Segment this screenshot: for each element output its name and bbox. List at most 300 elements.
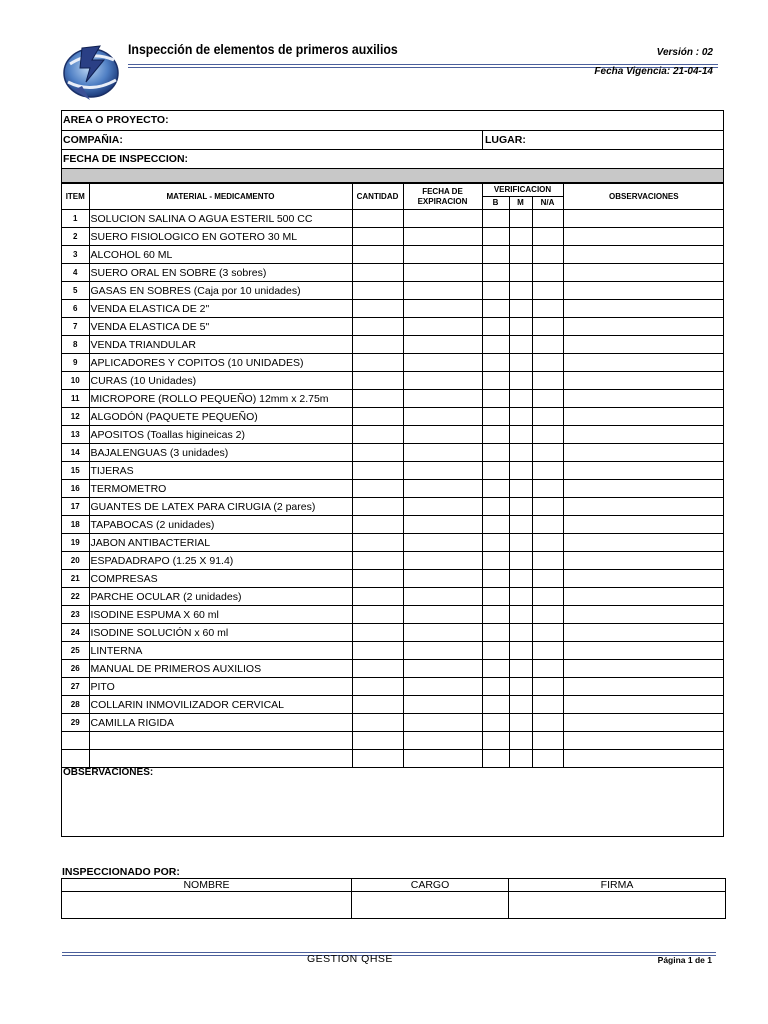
verificacion-b-cell[interactable]: [482, 282, 509, 300]
table-row: [62, 462, 724, 480]
verificacion-na-cell[interactable]: [532, 714, 563, 732]
verificacion-b-cell[interactable]: [482, 444, 509, 462]
verificacion-na-cell[interactable]: [532, 210, 563, 228]
item-number: 18: [62, 516, 89, 534]
cantidad-cell[interactable]: [352, 426, 403, 444]
fecha-expiracion-cell[interactable]: [403, 318, 482, 336]
verificacion-b-cell[interactable]: [482, 246, 509, 264]
verificacion-m-cell[interactable]: [509, 552, 532, 570]
verificacion-b-cell[interactable]: [482, 210, 509, 228]
verificacion-na-cell[interactable]: [532, 552, 563, 570]
header-cantidad: CANTIDAD: [352, 184, 403, 210]
fecha-expiracion-cell[interactable]: [403, 498, 482, 516]
verificacion-na-cell[interactable]: [532, 696, 563, 714]
table-row: [62, 282, 724, 300]
item-material: PARCHE OCULAR (2 unidades): [89, 588, 352, 606]
item-number: [62, 732, 89, 750]
observaciones-cell[interactable]: [563, 408, 724, 426]
observaciones-cell[interactable]: [563, 516, 724, 534]
item-material: [89, 750, 352, 768]
verificacion-na-cell[interactable]: [532, 444, 563, 462]
fecha-expiracion-cell[interactable]: [403, 354, 482, 372]
observaciones-cell[interactable]: [563, 336, 724, 354]
verificacion-m-cell[interactable]: [509, 462, 532, 480]
cantidad-cell[interactable]: [352, 552, 403, 570]
lugar-label: LUGAR:: [485, 134, 526, 146]
fecha-expiracion-cell[interactable]: [403, 462, 482, 480]
cantidad-cell[interactable]: [352, 732, 403, 750]
fecha-expiracion-cell[interactable]: [403, 372, 482, 390]
fecha-expiracion-cell[interactable]: [403, 480, 482, 498]
cantidad-cell[interactable]: [352, 606, 403, 624]
observaciones-cell[interactable]: [563, 678, 724, 696]
verificacion-b-cell[interactable]: [482, 498, 509, 516]
table-row: [62, 534, 724, 552]
item-material: ALGODÓN (PAQUETE PEQUEÑO): [89, 408, 352, 426]
fecha-expiracion-cell[interactable]: [403, 696, 482, 714]
item-material: LINTERNA: [89, 642, 352, 660]
item-material: [89, 732, 352, 750]
verificacion-m-cell[interactable]: [509, 498, 532, 516]
verificacion-m-cell[interactable]: [509, 606, 532, 624]
verificacion-m-cell[interactable]: [509, 390, 532, 408]
cantidad-cell[interactable]: [352, 660, 403, 678]
verificacion-m-cell[interactable]: [509, 300, 532, 318]
table-row: [62, 228, 724, 246]
item-material: COLLARIN INMOVILIZADOR CERVICAL: [89, 696, 352, 714]
item-material: CURAS (10 Unidades): [89, 372, 352, 390]
fecha-expiracion-cell[interactable]: [403, 534, 482, 552]
fecha-expiracion-cell[interactable]: [403, 642, 482, 660]
item-material: BAJALENGUAS (3 unidades): [89, 444, 352, 462]
fecha-expiracion-cell[interactable]: [403, 336, 482, 354]
cantidad-cell[interactable]: [352, 282, 403, 300]
item-number: 16: [62, 480, 89, 498]
item-number: 13: [62, 426, 89, 444]
nombre-header: NOMBRE: [62, 879, 352, 892]
cantidad-cell[interactable]: [352, 246, 403, 264]
firma-header: FIRMA: [509, 879, 726, 892]
item-number: 22: [62, 588, 89, 606]
fecha-expiracion-cell[interactable]: [403, 210, 482, 228]
verificacion-m-cell[interactable]: [509, 642, 532, 660]
verificacion-b-cell[interactable]: [482, 678, 509, 696]
verificacion-b-cell[interactable]: [482, 336, 509, 354]
fecha-expiracion-cell[interactable]: [403, 714, 482, 732]
verificacion-m-cell[interactable]: [509, 732, 532, 750]
fecha-vigencia-label: Fecha Vigencia: 21-04-14: [594, 66, 713, 77]
table-row: [62, 642, 724, 660]
cantidad-cell[interactable]: [352, 318, 403, 336]
observaciones-cell[interactable]: [563, 300, 724, 318]
header-fecha-expiracion: [403, 184, 482, 210]
verificacion-m-cell[interactable]: [509, 570, 532, 588]
verificacion-m-cell[interactable]: [509, 624, 532, 642]
observaciones-cell[interactable]: [563, 552, 724, 570]
header-material: MATERIAL - MEDICAMENTO: [89, 184, 352, 210]
verificacion-b-cell[interactable]: [482, 660, 509, 678]
table-row: [62, 372, 724, 390]
table-row: [62, 408, 724, 426]
verificacion-b-cell[interactable]: [482, 516, 509, 534]
cantidad-cell[interactable]: [352, 354, 403, 372]
page-number: Página 1 de 1: [657, 955, 712, 965]
cantidad-cell[interactable]: [352, 516, 403, 534]
verificacion-m-cell[interactable]: [509, 318, 532, 336]
verificacion-na-cell[interactable]: [532, 732, 563, 750]
verificacion-m-cell[interactable]: [509, 516, 532, 534]
observaciones-cell[interactable]: [563, 588, 724, 606]
verificacion-b-cell[interactable]: [482, 750, 509, 768]
cantidad-cell[interactable]: [352, 408, 403, 426]
verificacion-na-cell[interactable]: [532, 516, 563, 534]
verificacion-na-cell[interactable]: [532, 426, 563, 444]
fecha-expiracion-cell[interactable]: [403, 516, 482, 534]
item-number: [62, 750, 89, 768]
verificacion-na-cell[interactable]: [532, 246, 563, 264]
verificacion-b-cell[interactable]: [482, 264, 509, 282]
item-material: CAMILLA RIGIDA: [89, 714, 352, 732]
verificacion-b-cell[interactable]: [482, 300, 509, 318]
verificacion-b-cell[interactable]: [482, 552, 509, 570]
header-item: ITEM: [62, 184, 89, 210]
firma-field[interactable]: [509, 892, 726, 919]
item-material: JABON ANTIBACTERIAL: [89, 534, 352, 552]
item-number: 7: [62, 318, 89, 336]
fecha-expiracion-cell[interactable]: [403, 750, 482, 768]
cantidad-cell[interactable]: [352, 228, 403, 246]
item-number: 2: [62, 228, 89, 246]
observaciones-cell[interactable]: [563, 624, 724, 642]
verificacion-na-cell[interactable]: [532, 498, 563, 516]
observaciones-cell[interactable]: [563, 606, 724, 624]
cantidad-cell[interactable]: [352, 372, 403, 390]
footer-gestion-qhse: GESTION QHSE: [307, 953, 393, 965]
table-row: [62, 480, 724, 498]
header-fecha-line2: EXPIRACION: [417, 196, 468, 206]
table-row: [62, 318, 724, 336]
item-number: 10: [62, 372, 89, 390]
verificacion-m-cell[interactable]: [509, 336, 532, 354]
observaciones-cell[interactable]: [563, 390, 724, 408]
fecha-expiracion-cell[interactable]: [403, 426, 482, 444]
verificacion-m-cell[interactable]: [509, 354, 532, 372]
table-row: [62, 714, 724, 732]
item-number: 8: [62, 336, 89, 354]
cantidad-cell[interactable]: [352, 678, 403, 696]
table-row: [62, 552, 724, 570]
item-material: TERMOMETRO: [89, 480, 352, 498]
cantidad-cell[interactable]: [352, 534, 403, 552]
area-row: [62, 111, 723, 131]
verificacion-na-cell[interactable]: [532, 750, 563, 768]
verificacion-b-cell[interactable]: [482, 354, 509, 372]
lugar-cell: [482, 131, 526, 149]
table-row: [62, 696, 724, 714]
fecha-expiracion-cell[interactable]: [403, 264, 482, 282]
observaciones-cell[interactable]: [563, 696, 724, 714]
verificacion-m-cell[interactable]: [509, 282, 532, 300]
verificacion-na-cell[interactable]: [532, 606, 563, 624]
table-row: [62, 660, 724, 678]
observaciones-cell[interactable]: [563, 282, 724, 300]
observaciones-cell[interactable]: [563, 444, 724, 462]
fecha-expiracion-cell[interactable]: [403, 246, 482, 264]
table-row: [62, 588, 724, 606]
cantidad-cell[interactable]: [352, 498, 403, 516]
header-verificacion: VERIFICACION: [482, 184, 563, 197]
verificacion-na-cell[interactable]: [532, 408, 563, 426]
item-number: 15: [62, 462, 89, 480]
verificacion-b-cell[interactable]: [482, 642, 509, 660]
compania-row: [62, 131, 723, 150]
item-number: 1: [62, 210, 89, 228]
verificacion-na-cell[interactable]: [532, 282, 563, 300]
area-label: AREA O PROYECTO:: [63, 114, 169, 126]
nombre-field[interactable]: [62, 892, 352, 919]
item-number: 11: [62, 390, 89, 408]
item-material: VENDA TRIANDULAR: [89, 336, 352, 354]
company-logo: [60, 42, 122, 102]
header-fecha-line1: FECHA DE: [422, 186, 463, 196]
verificacion-na-cell[interactable]: [532, 264, 563, 282]
signature-table: [61, 878, 726, 919]
fecha-inspeccion-row: [62, 150, 723, 169]
table-row: [62, 390, 724, 408]
observaciones-cell[interactable]: [563, 228, 724, 246]
item-number: 9: [62, 354, 89, 372]
verificacion-m-cell[interactable]: [509, 660, 532, 678]
observaciones-cell[interactable]: [563, 642, 724, 660]
observaciones-cell[interactable]: [563, 732, 724, 750]
fecha-expiracion-cell[interactable]: [403, 624, 482, 642]
verificacion-na-cell[interactable]: [532, 678, 563, 696]
cantidad-cell[interactable]: [352, 444, 403, 462]
item-material: ISODINE SOLUCIÓN x 60 ml: [89, 624, 352, 642]
verificacion-b-cell[interactable]: [482, 588, 509, 606]
verificacion-na-cell[interactable]: [532, 660, 563, 678]
fecha-expiracion-cell[interactable]: [403, 300, 482, 318]
item-material: SOLUCION SALINA O AGUA ESTERIL 500 CC: [89, 210, 352, 228]
item-number: 29: [62, 714, 89, 732]
item-number: 27: [62, 678, 89, 696]
verificacion-b-cell[interactable]: [482, 534, 509, 552]
inspeccionado-por-label: INSPECCIONADO POR:: [62, 866, 180, 878]
cargo-field[interactable]: [352, 892, 509, 919]
table-row: [62, 354, 724, 372]
item-number: 20: [62, 552, 89, 570]
table-row: [62, 246, 724, 264]
item-material: ESPADADRAPO (1.25 X 91.4): [89, 552, 352, 570]
item-number: 21: [62, 570, 89, 588]
table-row: [62, 210, 724, 228]
table-row: [62, 444, 724, 462]
verificacion-na-cell[interactable]: [532, 642, 563, 660]
verificacion-m-cell[interactable]: [509, 264, 532, 282]
fecha-expiracion-cell[interactable]: [403, 444, 482, 462]
table-row: [62, 624, 724, 642]
verificacion-m-cell[interactable]: [509, 750, 532, 768]
verificacion-m-cell[interactable]: [509, 372, 532, 390]
verificacion-m-cell[interactable]: [509, 480, 532, 498]
item-number: 14: [62, 444, 89, 462]
verificacion-na-cell[interactable]: [532, 228, 563, 246]
fecha-expiracion-cell[interactable]: [403, 678, 482, 696]
verificacion-m-cell[interactable]: [509, 246, 532, 264]
fecha-expiracion-cell[interactable]: [403, 552, 482, 570]
verificacion-m-cell[interactable]: [509, 228, 532, 246]
fecha-inspeccion-label: FECHA DE INSPECCION:: [63, 153, 189, 165]
verificacion-b-cell[interactable]: [482, 732, 509, 750]
cantidad-cell[interactable]: [352, 480, 403, 498]
fecha-expiracion-cell[interactable]: [403, 390, 482, 408]
item-number: 24: [62, 624, 89, 642]
header-observaciones: OBSERVACIONES: [563, 184, 724, 210]
cantidad-cell[interactable]: [352, 300, 403, 318]
verificacion-na-cell[interactable]: [532, 462, 563, 480]
verificacion-b-cell[interactable]: [482, 714, 509, 732]
verificacion-m-cell[interactable]: [509, 696, 532, 714]
item-number: 6: [62, 300, 89, 318]
fecha-expiracion-cell[interactable]: [403, 588, 482, 606]
verificacion-na-cell[interactable]: [532, 372, 563, 390]
table-row: [62, 264, 724, 282]
verificacion-na-cell[interactable]: [532, 480, 563, 498]
verificacion-b-cell[interactable]: [482, 408, 509, 426]
fecha-expiracion-cell[interactable]: [403, 570, 482, 588]
observaciones-cell[interactable]: [563, 570, 724, 588]
cantidad-cell[interactable]: [352, 750, 403, 768]
verificacion-na-cell[interactable]: [532, 624, 563, 642]
verificacion-m-cell[interactable]: [509, 588, 532, 606]
cantidad-cell[interactable]: [352, 210, 403, 228]
item-material: MANUAL DE PRIMEROS AUXILIOS: [89, 660, 352, 678]
observaciones-cell[interactable]: [563, 264, 724, 282]
verificacion-na-cell[interactable]: [532, 390, 563, 408]
header-m: M: [509, 197, 532, 210]
cantidad-cell[interactable]: [352, 390, 403, 408]
verificacion-b-cell[interactable]: [482, 318, 509, 336]
item-material: SUERO ORAL EN SOBRE (3 sobres): [89, 264, 352, 282]
item-material: ISODINE ESPUMA X 60 ml: [89, 606, 352, 624]
verificacion-na-cell[interactable]: [532, 336, 563, 354]
fecha-expiracion-cell[interactable]: [403, 606, 482, 624]
cantidad-cell[interactable]: [352, 570, 403, 588]
verificacion-b-cell[interactable]: [482, 462, 509, 480]
verificacion-b-cell[interactable]: [482, 426, 509, 444]
document-title: Inspección de elementos de primeros auxilios: [128, 41, 398, 57]
item-number: 26: [62, 660, 89, 678]
cantidad-cell[interactable]: [352, 714, 403, 732]
observaciones-cell[interactable]: [563, 498, 724, 516]
fecha-expiracion-cell[interactable]: [403, 732, 482, 750]
verificacion-m-cell[interactable]: [509, 210, 532, 228]
verificacion-b-cell[interactable]: [482, 228, 509, 246]
verificacion-m-cell[interactable]: [509, 426, 532, 444]
verificacion-na-cell[interactable]: [532, 300, 563, 318]
verificacion-m-cell[interactable]: [509, 714, 532, 732]
observaciones-cell[interactable]: [563, 372, 724, 390]
verificacion-b-cell[interactable]: [482, 570, 509, 588]
observaciones-cell[interactable]: [563, 480, 724, 498]
observaciones-cell[interactable]: [563, 534, 724, 552]
verificacion-m-cell[interactable]: [509, 408, 532, 426]
fecha-expiracion-cell[interactable]: [403, 660, 482, 678]
item-number: 25: [62, 642, 89, 660]
table-row: [62, 498, 724, 516]
fecha-expiracion-cell[interactable]: [403, 408, 482, 426]
observaciones-cell[interactable]: [563, 750, 724, 768]
header-b: B: [482, 197, 509, 210]
cantidad-cell[interactable]: [352, 264, 403, 282]
item-material: GUANTES DE LATEX PARA CIRUGIA (2 pares): [89, 498, 352, 516]
verificacion-na-cell[interactable]: [532, 534, 563, 552]
observaciones-cell[interactable]: [563, 318, 724, 336]
item-number: 5: [62, 282, 89, 300]
version-label: Versión : 02: [656, 47, 713, 58]
observaciones-cell[interactable]: [563, 660, 724, 678]
table-row: [62, 750, 724, 768]
cantidad-cell[interactable]: [352, 588, 403, 606]
observaciones-cell[interactable]: [563, 354, 724, 372]
item-material: GASAS EN SOBRES (Caja por 10 unidades): [89, 282, 352, 300]
verificacion-b-cell[interactable]: [482, 390, 509, 408]
cantidad-cell[interactable]: [352, 336, 403, 354]
cantidad-cell[interactable]: [352, 642, 403, 660]
fecha-expiracion-cell[interactable]: [403, 282, 482, 300]
gray-separator-band: [62, 169, 723, 183]
cantidad-cell[interactable]: [352, 624, 403, 642]
verificacion-b-cell[interactable]: [482, 480, 509, 498]
table-row: [62, 336, 724, 354]
fecha-expiracion-cell[interactable]: [403, 228, 482, 246]
observaciones-cell[interactable]: [563, 246, 724, 264]
cantidad-cell[interactable]: [352, 462, 403, 480]
verificacion-na-cell[interactable]: [532, 588, 563, 606]
verificacion-na-cell[interactable]: [532, 318, 563, 336]
observaciones-cell[interactable]: [563, 714, 724, 732]
item-material: PITO: [89, 678, 352, 696]
inspection-form: [61, 110, 724, 837]
table-row: [62, 300, 724, 318]
item-number: 4: [62, 264, 89, 282]
verificacion-m-cell[interactable]: [509, 678, 532, 696]
observaciones-label: OBSERVACIONES:: [63, 767, 154, 778]
verificacion-na-cell[interactable]: [532, 354, 563, 372]
verificacion-b-cell[interactable]: [482, 624, 509, 642]
verificacion-na-cell[interactable]: [532, 570, 563, 588]
item-number: 23: [62, 606, 89, 624]
verificacion-b-cell[interactable]: [482, 696, 509, 714]
item-material: ALCOHOL 60 ML: [89, 246, 352, 264]
item-material: SUERO FISIOLOGICO EN GOTERO 30 ML: [89, 228, 352, 246]
item-material: COMPRESAS: [89, 570, 352, 588]
item-material: APOSITOS (Toallas higineicas 2): [89, 426, 352, 444]
cantidad-cell[interactable]: [352, 696, 403, 714]
verificacion-m-cell[interactable]: [509, 444, 532, 462]
item-material: TAPABOCAS (2 unidades): [89, 516, 352, 534]
verificacion-m-cell[interactable]: [509, 534, 532, 552]
item-material: VENDA ELASTICA DE 5": [89, 318, 352, 336]
observaciones-cell[interactable]: [563, 426, 724, 444]
item-material: TIJERAS: [89, 462, 352, 480]
header-na: N/A: [532, 197, 563, 210]
items-table: [62, 183, 724, 768]
observaciones-cell[interactable]: [563, 210, 724, 228]
verificacion-b-cell[interactable]: [482, 606, 509, 624]
verificacion-b-cell[interactable]: [482, 372, 509, 390]
observaciones-cell[interactable]: [563, 462, 724, 480]
